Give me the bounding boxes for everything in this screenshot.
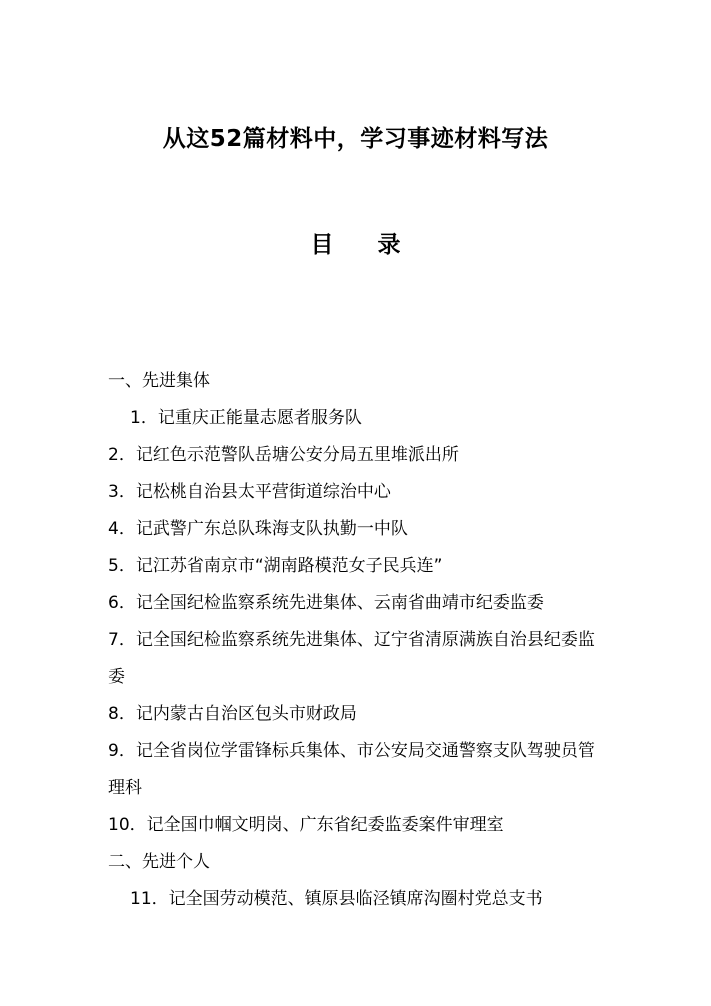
toc-item: 5．记江苏省南京市“湖南路模范女子民兵连” bbox=[108, 556, 443, 576]
toc-item: 2．记红色示范警队岳塘公安分局五里堆派出所 bbox=[108, 445, 459, 465]
toc-item: 11．记全国劳动模范、镇原县临泾镇席沟圈村党总支书 bbox=[130, 889, 543, 909]
toc-item: 10．记全国巾帼文明岗、广东省纪委监委案件审理室 bbox=[108, 815, 504, 835]
toc-heading: 目 录 bbox=[310, 232, 419, 258]
section-heading-collectives: 一、先进集体 bbox=[108, 371, 210, 391]
toc-item: 4．记武警广东总队珠海支队执勤一中队 bbox=[108, 519, 408, 539]
table-of-contents bbox=[108, 363, 608, 918]
toc-item: 3．记松桃自治县太平营街道综治中心 bbox=[108, 482, 391, 502]
toc-item: 9．记全省岗位学雷锋标兵集体、市公安局交通警察支队驾驶员管理科 bbox=[108, 741, 595, 798]
section-heading-individuals: 二、先进个人 bbox=[108, 852, 210, 872]
toc-item: 7．记全国纪检监察系统先进集体、辽宁省清原满族自治县纪委监委 bbox=[108, 630, 595, 687]
toc-item: 8．记内蒙古自治区包头市财政局 bbox=[108, 704, 357, 724]
toc-item: 6．记全国纪检监察系统先进集体、云南省曲靖市纪委监委 bbox=[108, 593, 544, 613]
toc-item: 1．记重庆正能量志愿者服务队 bbox=[130, 408, 362, 428]
document-title: 从这52篇材料中，学习事迹材料写法 bbox=[162, 126, 549, 152]
